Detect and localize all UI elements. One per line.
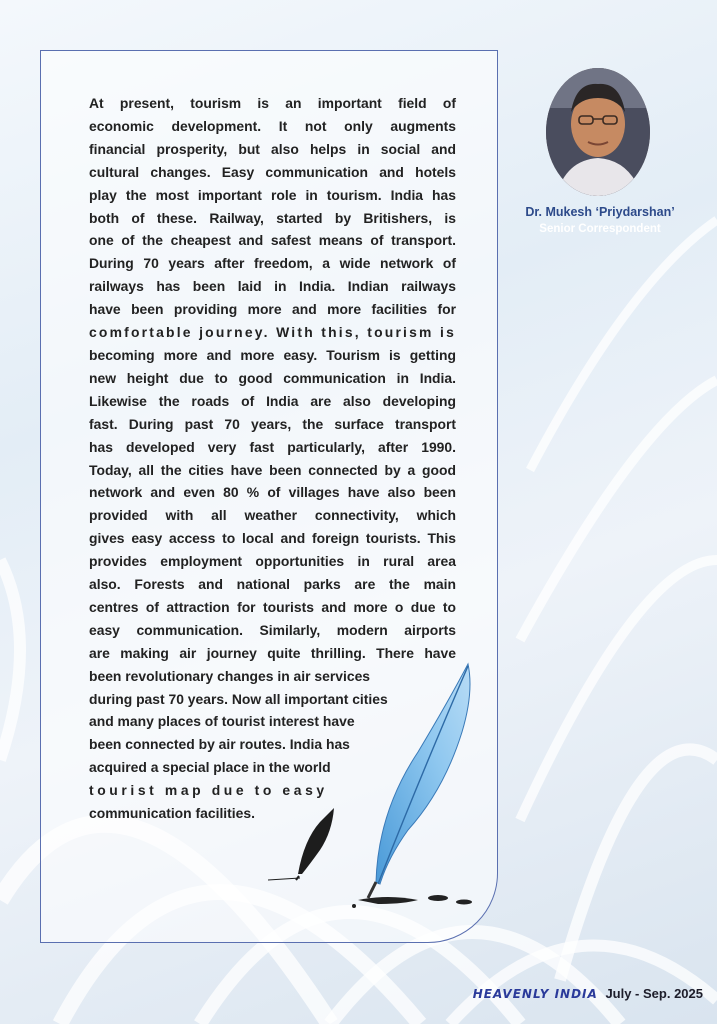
article-line: and many places of tourist interest have — [89, 713, 355, 730]
author-role: Senior Correspondent — [539, 223, 661, 235]
article-line: been revolutionary changes in air services — [89, 667, 371, 684]
magazine-name: HEAVENLY INDIA — [472, 987, 598, 1001]
article-line: centres of attraction for tourists and more o due to — [89, 598, 456, 615]
article-line: have been providing more and more facilities for — [89, 301, 456, 318]
article-line: railways has been laid in India. Indian railways — [89, 278, 456, 295]
quill-pen-icon — [268, 662, 483, 912]
author-name: Dr. Mukesh ‘Priydarshan’ — [525, 205, 675, 219]
issue-date: July - Sep. 2025 — [605, 986, 703, 1001]
article-line: becoming more and more easy. Tourism is getting — [89, 346, 456, 363]
article-line: easy communication. Similarly, modern airports — [89, 621, 456, 638]
article-line: acquired a special place in the world — [89, 759, 331, 776]
article-line: are making air journey quite thrilling. There have — [89, 644, 456, 661]
article-line: economic development. It not only augments — [89, 117, 456, 134]
article-line: During 70 years after freedom, a wide network of — [89, 255, 456, 272]
article-line: tourist map due to easy — [89, 782, 328, 799]
article-line: communication facilities. — [89, 805, 255, 822]
article-line: fast. During past 70 years, the surface transport — [89, 415, 456, 432]
article-line: gives easy access to local and foreign tourists. This — [89, 530, 456, 547]
article-line: network and even 80 % of villages have also been — [89, 484, 456, 501]
article-line: Today, all the cities have been connected by a good — [89, 461, 456, 478]
author-photo — [546, 68, 650, 196]
article-line: At present, tourism is an important field of — [89, 95, 456, 111]
article-line: comfortable journey. With this, tourism is — [89, 324, 456, 341]
article-line: been connected by air routes. India has — [89, 736, 350, 753]
article-line: one of the cheapest and safest means of transport. — [89, 232, 456, 249]
article-line: also. Forests and national parks are the main — [89, 576, 456, 593]
article-line: new height due to good communication in India. — [89, 369, 456, 386]
page-footer — [473, 986, 703, 1001]
article-line: financial prosperity, but also helps in social and — [89, 140, 456, 157]
article-line: during past 70 years. Now all important cities — [89, 690, 388, 707]
article-line: provided with all weather connectivity, which — [89, 507, 456, 524]
author-portrait-icon — [546, 68, 650, 196]
article-line: play the most important role in tourism. India has — [89, 186, 456, 203]
article-line: both of these. Railway, started by Britishers, is — [89, 209, 456, 226]
article-line: has developed very fast particularly, after 1990. — [89, 438, 456, 455]
article-line: Likewise the roads of India are also developing — [89, 392, 456, 409]
article-line: cultural changes. Easy communication and hotels — [89, 163, 456, 180]
article-line: provides employment opportunities in rural area — [89, 553, 456, 570]
